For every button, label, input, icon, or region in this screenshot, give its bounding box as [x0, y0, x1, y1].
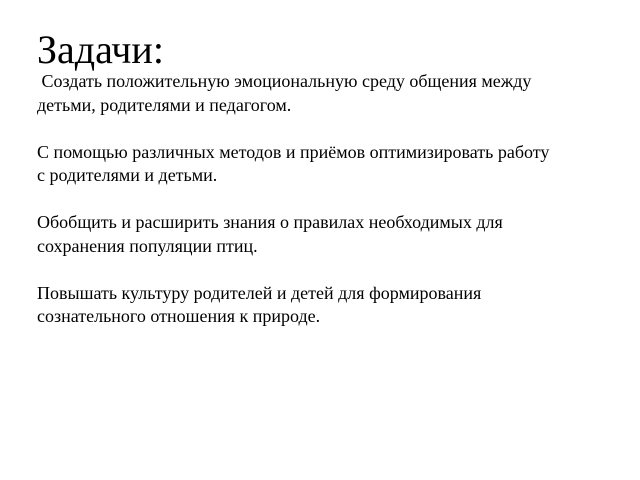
slide-title: Задачи: [37, 27, 164, 72]
task-list [37, 70, 622, 352]
task-text-line: Создать положительную эмоциональную среду общения между [37, 71, 532, 91]
task-item-1 [37, 70, 622, 117]
task-text-line: Обобщить и расширить знания о правилах необходимых для [37, 212, 503, 232]
task-item-4 [37, 282, 622, 329]
task-text-line: сохранения популяции птиц. [37, 235, 258, 256]
task-text-line: с родителями и детьми. [37, 165, 218, 185]
task-text-line: сознательного отношения к природе. [37, 306, 321, 326]
task-item-2 [37, 141, 622, 188]
task-text-line: С помощью различных методов и приёмов оптимизировать работу [37, 141, 550, 162]
task-item-3 [37, 211, 622, 258]
task-text-line: детьми, родителями и педагогом. [37, 94, 292, 115]
task-text-line: Повышать культуру родителей и детей для формирования [37, 282, 482, 303]
